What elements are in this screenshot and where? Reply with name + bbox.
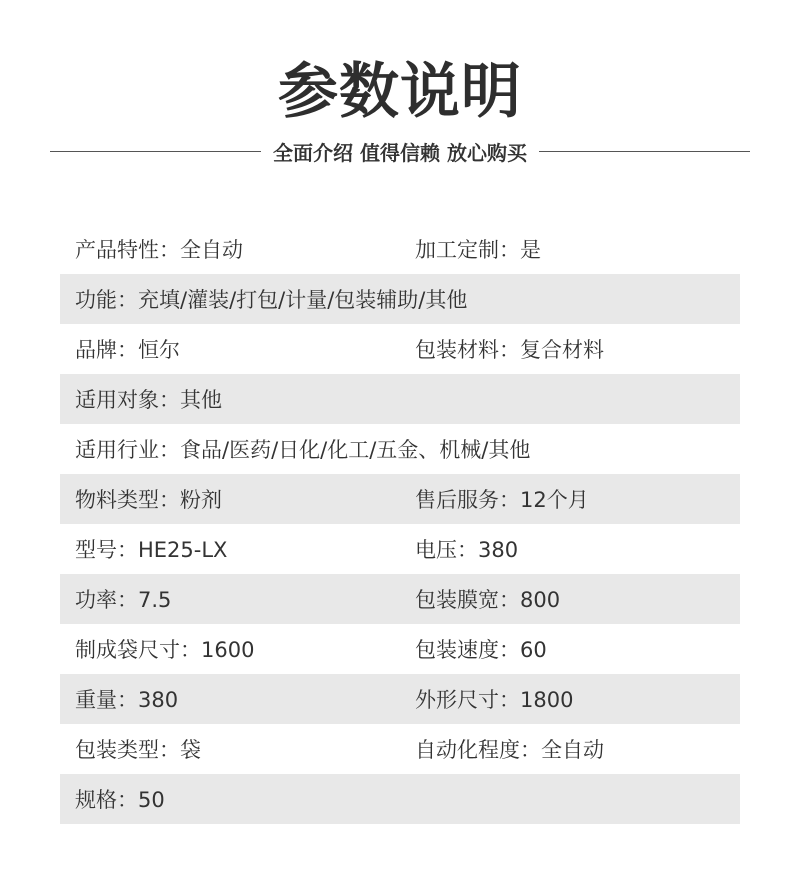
spec-row — [60, 724, 740, 774]
spec-row — [60, 624, 740, 674]
spec-cell: 包装速度：60 — [415, 638, 547, 662]
left-divider — [50, 151, 261, 152]
right-divider — [539, 151, 750, 152]
spec-cell: 产品特性：全自动 — [75, 238, 243, 262]
spec-cell: 包装膜宽：800 — [415, 588, 561, 612]
spec-row — [60, 774, 740, 824]
spec-cell: 重量：380 — [75, 688, 179, 712]
spec-cell: 物料类型：粉剂 — [75, 488, 222, 512]
spec-cell: 适用行业：食品/医药/日化/化工/五金、机械/其他 — [75, 438, 531, 462]
spec-cell: 适用对象：其他 — [75, 388, 222, 412]
spec-cell: 自动化程度：全自动 — [415, 738, 604, 762]
spec-row — [60, 574, 740, 624]
page-subtitle: 全面介绍 值得信赖 放心购买 — [273, 140, 527, 165]
spec-cell: 包装材料：复合材料 — [415, 338, 604, 362]
spec-row — [60, 224, 740, 274]
spec-row — [60, 424, 740, 474]
spec-cell: 售后服务：12个月 — [415, 488, 589, 512]
spec-table — [60, 224, 740, 824]
spec-row — [60, 274, 740, 324]
spec-cell: 功率：7.5 — [75, 588, 172, 612]
spec-row — [60, 324, 740, 374]
spec-cell: 品牌：恒尔 — [75, 338, 180, 362]
spec-row — [60, 474, 740, 524]
spec-cell: 加工定制：是 — [415, 238, 541, 262]
spec-cell: 包装类型：袋 — [75, 738, 201, 762]
spec-cell: 电压：380 — [415, 538, 519, 562]
spec-cell: 功能：充填/灌装/打包/计量/包装辅助/其他 — [75, 288, 468, 312]
subtitle-row — [50, 136, 750, 166]
spec-row — [60, 674, 740, 724]
spec-cell: 制成袋尺寸：1600 — [75, 638, 255, 662]
spec-cell: 外形尺寸：1800 — [415, 688, 574, 712]
spec-row — [60, 374, 740, 424]
spec-cell: 规格：50 — [75, 788, 165, 812]
spec-row — [60, 524, 740, 574]
spec-cell: 型号：HE25-LX — [75, 538, 228, 562]
page-title: 参数说明 — [278, 57, 522, 127]
